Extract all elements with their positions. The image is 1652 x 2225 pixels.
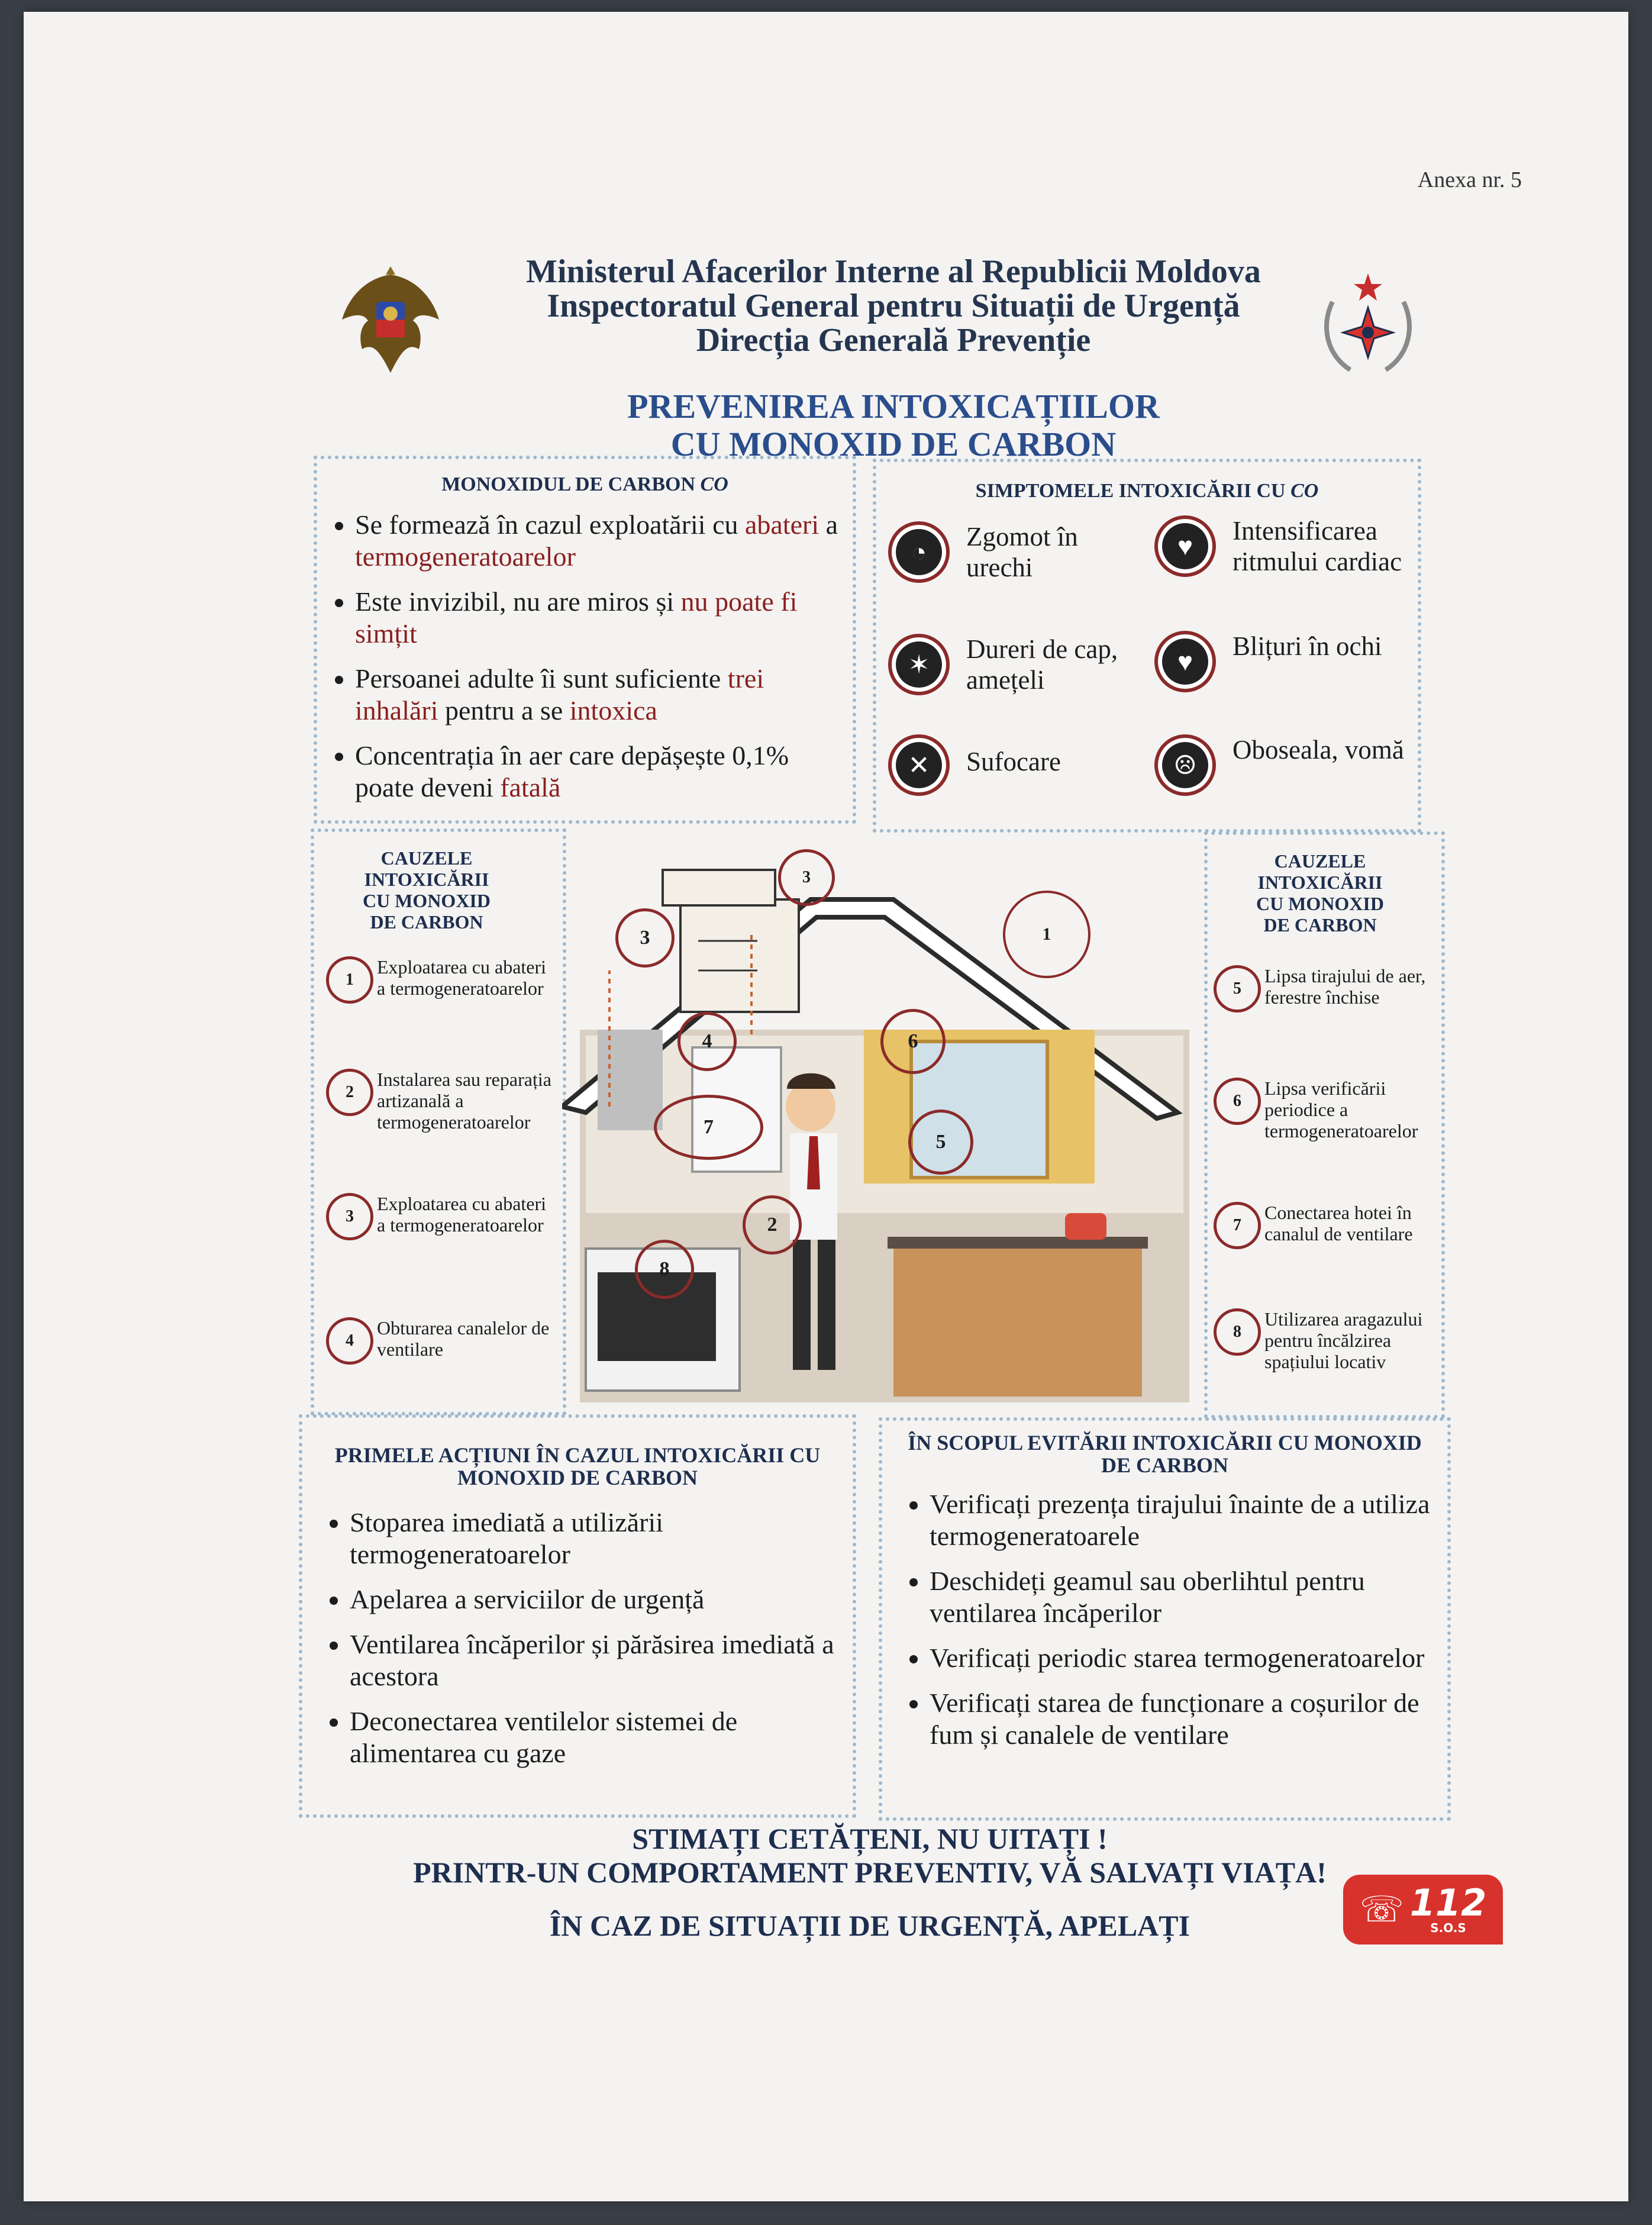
first-action-1: • Stoparea imediată a utilizării termogeneratoarelor bbox=[350, 1507, 853, 1571]
prevention-item-4: • Verificați starea de funcționare a coșurilor de fum și canalele de ventilare bbox=[930, 1687, 1447, 1751]
house-marker-5: 5 bbox=[908, 1110, 973, 1175]
nausea-icon: ☹ bbox=[1154, 734, 1216, 796]
symptom-eye-flashes: ♥ Blițuri în ochi bbox=[1154, 631, 1410, 692]
header bbox=[308, 254, 1479, 357]
prevention-item-3: • Verificați periodic starea termogeneratoarelor bbox=[930, 1642, 1447, 1674]
co-info-box bbox=[314, 456, 856, 824]
house-marker-2: 2 bbox=[743, 1195, 802, 1255]
page-title: PREVENIREA INTOXICAȚIILOR CU MONOXID DE CARBON bbox=[627, 387, 1160, 463]
heartbeat-icon: ♥ bbox=[1154, 515, 1216, 577]
symptom-ear-noise: ◔ Zgomot în urechi bbox=[888, 521, 1144, 583]
header-ministry: Ministerul Afacerilor Interne al Republicii Moldova bbox=[526, 253, 1261, 290]
co-box-title: MONOXIDUL DE CARBON CO bbox=[441, 473, 728, 495]
co-item-3: • Persoanei adulte îi sunt suficiente trei inhalări pentru a se intoxica bbox=[355, 663, 841, 727]
first-action-4: • Deconectarea ventilelor sistemei de alimentarea cu gaze bbox=[350, 1705, 853, 1769]
cause-right-6: 6 Lipsa verificării periodice a termogeneratoarelor bbox=[1214, 1078, 1436, 1141]
prevention-item-2: • Deschideți geamul sau oberlihtul pentru ventilarea încăperilor bbox=[930, 1565, 1447, 1629]
cause-right-8: 8 Utilizarea aragazului pentru încălzirea spațiului locativ bbox=[1214, 1308, 1436, 1372]
footer-slogan: PRINTR-UN COMPORTAMENT PREVENTIV, VĂ SALVAȚI VIAȚA! bbox=[413, 1856, 1327, 1889]
prevention-item-1: • Verificați prezența tirajului înainte de a utiliza termogeneratoarele bbox=[930, 1488, 1447, 1552]
prevention-box bbox=[879, 1417, 1451, 1821]
first-action-3: • Ventilarea încăperilor și părăsirea imediată a acestora bbox=[350, 1629, 853, 1692]
igsu-logo-icon bbox=[1309, 260, 1427, 385]
causes-right-title: CAUZELE INTOXICĂRII CU MONOXID DE CARBON bbox=[1256, 850, 1384, 936]
cause-right-7: 7 Conectarea hotei în canalul de ventilare bbox=[1214, 1202, 1436, 1249]
footer-call: ÎN CAZ DE SITUAȚII DE URGENȚĂ, APELAȚI bbox=[549, 1909, 1190, 1942]
emergency-112-badge: ☏ 112 S.O.S bbox=[1343, 1875, 1503, 1945]
footer-reminder: STIMAȚI CETĂȚENI, NU UITAȚI ! bbox=[632, 1822, 1108, 1855]
symptom-suffocation: ✕ Sufocare bbox=[888, 734, 1144, 796]
cause-right-5: 5 Lipsa tirajului de aer, ferestre închise bbox=[1214, 965, 1436, 1012]
house-marker-3-vent: 3 bbox=[615, 908, 675, 968]
cause-left-1: 1 Exploatarea cu abateri a termogeneratoarelor bbox=[326, 956, 554, 1004]
prevention-title: ÎN SCOPUL EVITĂRII INTOXICĂRII CU MONOXID DE CARBON bbox=[908, 1431, 1422, 1477]
causes-left-title: CAUZELE INTOXICĂRII CU MONOXID DE CARBON bbox=[363, 847, 491, 933]
co-item-2: • Este invizibil, nu are miros și nu poate fi simțit bbox=[355, 586, 841, 650]
phone-icon: ☏ bbox=[1359, 1889, 1404, 1930]
ear-icon: ◔ bbox=[888, 521, 950, 583]
house-marker-4: 4 bbox=[677, 1012, 737, 1071]
co-item-4: • Concentrația în aer care depășește 0,1% poate deveni fatală bbox=[355, 740, 841, 804]
symptom-fatigue: ☹ Oboseala, vomă bbox=[1154, 734, 1410, 796]
house-marker-7: 7 bbox=[654, 1095, 763, 1160]
first-actions-box bbox=[299, 1414, 856, 1818]
co-item-1: • Se formează în cazul exploatării cu abateri a termogeneratoarelor bbox=[355, 509, 841, 573]
cause-left-2: 2 Instalarea sau reparația artizanală a termogeneratoarelor bbox=[326, 1069, 554, 1133]
header-directorate: Direcția Generală Prevenție bbox=[696, 322, 1091, 359]
house-marker-3-chimney: 3 bbox=[778, 849, 835, 906]
causes-left-box bbox=[311, 828, 566, 1415]
cause-left-3: 3 Exploatarea cu abateri a termogeneratoarelor bbox=[326, 1193, 554, 1240]
first-action-2: • Apelarea a serviciilor de urgență bbox=[350, 1584, 853, 1615]
suffocation-icon: ✕ bbox=[888, 734, 950, 796]
causes-right-box bbox=[1204, 831, 1445, 1418]
first-actions-title: PRIMELE ACȚIUNI ÎN CAZUL INTOXICĂRII CU MONOXID DE CARBON bbox=[334, 1443, 821, 1489]
symptoms-box bbox=[873, 459, 1421, 833]
header-inspectorate: Inspectoratul General pentru Situații de Urgență bbox=[547, 288, 1240, 324]
heart-flash-icon: ♥ bbox=[1154, 631, 1216, 692]
house-marker-8: 8 bbox=[635, 1240, 694, 1299]
symptom-headache: ✶ Dureri de cap, amețeli bbox=[888, 634, 1150, 695]
house-marker-1: 1 bbox=[1003, 891, 1090, 978]
cause-left-4: 4 Obturarea canalelor de ventilare bbox=[326, 1317, 554, 1365]
symptom-heart-rate: ♥ Intensificarea ritmului cardiac bbox=[1154, 515, 1410, 577]
document-page bbox=[24, 12, 1628, 2201]
headache-icon: ✶ bbox=[888, 634, 950, 695]
symptoms-box-title: SIMPTOMELE INTOXICĂRII CU CO bbox=[975, 480, 1319, 502]
house-marker-6: 6 bbox=[880, 1009, 946, 1074]
annex-label: Anexa nr. 5 bbox=[1417, 167, 1522, 192]
